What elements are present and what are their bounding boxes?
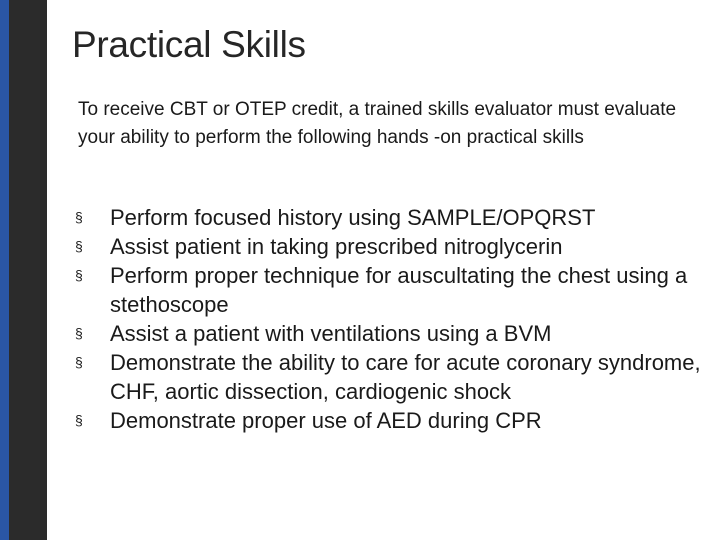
bullet-icon: § — [75, 354, 83, 370]
bullet-icon: § — [75, 325, 83, 341]
bullet-icon: § — [75, 412, 83, 428]
skills-list — [75, 203, 705, 435]
skill-text: Perform proper technique for auscultating the chest using a stethoscope — [110, 263, 688, 317]
bullet-icon: § — [75, 209, 83, 225]
list-item — [75, 348, 705, 406]
list-item — [75, 203, 705, 232]
skill-text: Demonstrate proper use of AED during CPR — [110, 408, 542, 433]
list-item — [75, 261, 705, 319]
list-item — [75, 232, 705, 261]
skill-text: Perform focused history using SAMPLE/OPQRST — [110, 205, 596, 230]
list-item — [75, 319, 705, 348]
skill-text: Assist patient in taking prescribed nitroglycerin — [110, 234, 563, 259]
skill-text: Assist a patient with ventilations using a BVM — [110, 321, 552, 346]
left-accent-stripe — [0, 0, 9, 540]
list-item — [75, 406, 705, 435]
slide-title: Practical Skills — [72, 24, 306, 65]
intro-text: To receive CBT or OTEP credit, a trained skills evaluator must evaluate your ability to perform the following hands -on practical skills — [78, 99, 677, 148]
skill-text: Demonstrate the ability to care for acute coronary syndrome, CHF, aortic dissection, cardiogenic shock — [110, 350, 701, 404]
bullet-icon: § — [75, 238, 83, 254]
bullet-icon: § — [75, 267, 83, 283]
